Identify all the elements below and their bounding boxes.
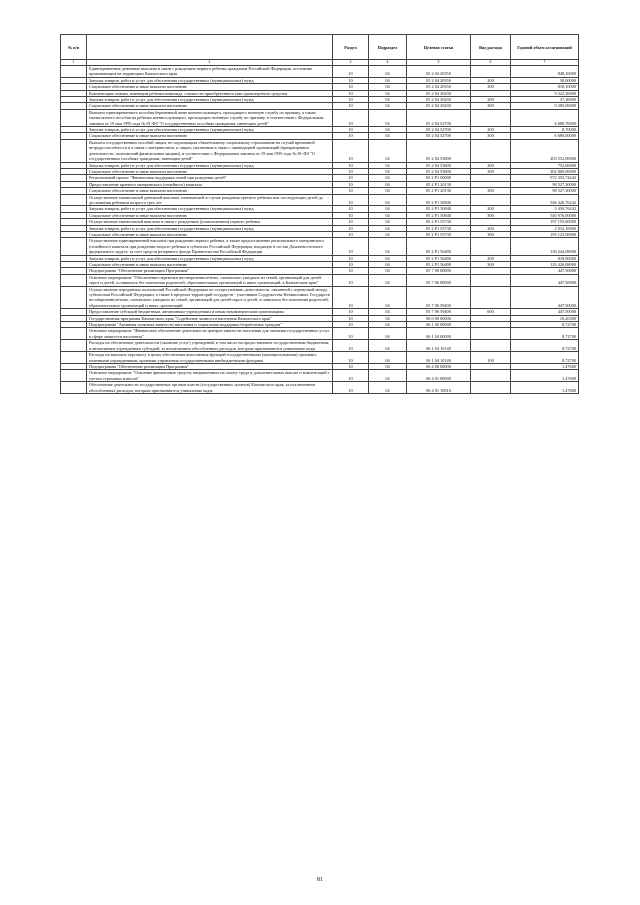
row-amount-cell: 447,50000 (511, 286, 579, 309)
row-name-cell: Обеспечение деятельности государственных органов власти (государственных органов) Камчатского края, за исключением обособленных расходов, которым присваиваются уникальные коды (87, 382, 333, 394)
row-amount-cell: 37,30000 (511, 97, 579, 103)
row-expense-cell (471, 66, 511, 78)
header-target: Целевая статья (407, 35, 471, 60)
row-amount-cell: 195 123,50000 (511, 231, 579, 237)
row-expense-cell: 600 (471, 309, 511, 315)
row-subsection-cell: 04 (369, 315, 407, 321)
row-subsection-cell: 04 (369, 109, 407, 126)
header-amount: Годовой объем ассигнований (511, 35, 579, 60)
header-name (87, 35, 333, 60)
table-header-row (61, 35, 579, 60)
row-expense-cell (471, 382, 511, 394)
row-expense-cell (471, 109, 511, 126)
row-subsection-cell: 04 (369, 309, 407, 315)
row-section-cell: 10 (333, 90, 369, 96)
row-num-cell (61, 328, 87, 340)
row-amount-cell: 546 426,76242 (511, 194, 579, 206)
row-name-cell: Расходы на выплаты персоналу в целях обеспечения выполнения функций государственными (муниципальными) органами, казенными учреждениями, органами управления государственными внебюджетными фондами (87, 352, 333, 364)
row-expense-cell: 200 (471, 206, 511, 212)
row-expense-cell (471, 139, 511, 162)
row-name-cell: Основное мероприятие "Финансовое обеспечение деятельности центров занятости населения для оказания государственных услуг в сфере занятости населения" (87, 328, 333, 340)
row-amount-cell: 848,10000 (511, 66, 579, 78)
col-number: 7 (511, 60, 579, 66)
row-expense-cell: 300 (471, 262, 511, 268)
row-num-cell (61, 352, 87, 364)
row-expense-cell: 300 (471, 84, 511, 90)
col-number: 2 (87, 60, 333, 66)
row-name-cell: Предоставление краевого материнского (семейного) капитала (87, 181, 333, 187)
row-subsection-cell: 04 (369, 188, 407, 194)
row-subsection-cell: 04 (369, 225, 407, 231)
row-target-cell: 05 2 P1 55730 (407, 231, 471, 237)
row-section-cell: 10 (333, 352, 369, 364)
row-name-cell: Государственная программа Камчатского края "Содействие занятости населения Камчатского края" (87, 315, 333, 321)
row-name-cell: Социальное обеспечение и иные выплаты населению (87, 168, 333, 174)
row-subsection-cell: 04 (369, 231, 407, 237)
row-subsection-cell: 04 (369, 340, 407, 352)
header-num: № п/п (61, 35, 87, 60)
row-section-cell: 10 (333, 286, 369, 309)
row-name-cell: Закупка товаров, работ и услуг для обеспечения государственных (муниципальных) нужд (87, 225, 333, 231)
row-section-cell: 10 (333, 188, 369, 194)
row-target-cell: 05 7 06 59400 (407, 309, 471, 315)
row-target-cell: 05 2 P1 20130 (407, 181, 471, 187)
row-target-cell: 05 7 06 59400 (407, 286, 471, 309)
row-section-cell: 10 (333, 168, 369, 174)
table-row (61, 274, 579, 286)
row-section-cell: 10 (333, 133, 369, 139)
row-section-cell: 10 (333, 66, 369, 78)
row-amount-cell: 130 244,08000 (511, 238, 579, 255)
row-num-cell (61, 382, 87, 394)
row-section-cell: 10 (333, 97, 369, 103)
table-row (61, 109, 579, 126)
row-target-cell: 05 2 P1 00000 (407, 175, 471, 181)
row-amount-cell: 752,00000 (511, 162, 579, 168)
row-amount-cell: 8,72700 (511, 328, 579, 340)
row-name-cell: Социальное обеспечение и иные выплаты населению (87, 103, 333, 109)
row-name-cell: Основное мероприятие "Освоение финансовых средств, направленных на оплату труда и дополнительных выплат и компенсаций с учетом страховых взносов" (87, 370, 333, 382)
row-target-cell: 05 2 04 52700 (407, 127, 471, 133)
header-subsection: Подраздел (369, 35, 407, 60)
row-target-cell: 05 2 04 20430 (407, 103, 471, 109)
row-name-cell: Выплата единовременного пособия беременной жене военнослужащего, проходящего военную службу по призыву, а также ежемесячного пособия на ребенка военнослужащего, проходящего военную службу по призыву, в соответствии с Федеральным законом от 19 мая 1995 года № 81-ФЗ "О государственных пособиях гражданам, имеющим детей" (87, 109, 333, 126)
row-target-cell: 05 2 P1 20130 (407, 188, 471, 194)
row-name-cell: Подпрограмма "Активная политика занятости населения и социальная поддержка безработных граждан" (87, 322, 333, 328)
row-amount-cell: 203 552,00000 (511, 139, 579, 162)
row-section-cell: 10 (333, 162, 369, 168)
row-num-cell (61, 109, 87, 126)
row-name-cell: Социальное обеспечение и иные выплаты населению (87, 133, 333, 139)
row-expense-cell (471, 328, 511, 340)
row-name-cell: Осуществление переданных полномочий Российской Федерации по осуществлению деятельности, связанной с перевозкой между субъектами Российской Федерации, а также в пределах территорий государств - участников Содружества Независимых Государств несовершеннолетних, самовольно ушедших из семей, организаций для детей-сирот и детей, оставшихся без попечения родителей, образовательных организаций и иных организаций (87, 286, 333, 309)
row-subsection-cell: 04 (369, 127, 407, 133)
row-target-cell: 05 2 P1 56400 (407, 262, 471, 268)
col-number: 5 (407, 60, 471, 66)
row-section-cell: 10 (333, 274, 369, 286)
table-row (61, 194, 579, 206)
row-target-cell: 05 2 04 20350 (407, 84, 471, 90)
row-amount-cell: 8,72700 (511, 340, 579, 352)
row-section-cell: 10 (333, 77, 369, 83)
table-row (61, 370, 579, 382)
col-number: 1 (61, 60, 87, 66)
table-row (61, 286, 579, 309)
row-section-cell: 10 (333, 194, 369, 206)
row-subsection-cell: 04 (369, 175, 407, 181)
row-section-cell: 10 (333, 84, 369, 90)
row-subsection-cell: 04 (369, 262, 407, 268)
row-target-cell: 06 1 04 00000 (407, 328, 471, 340)
row-subsection-cell: 04 (369, 168, 407, 174)
table-row (61, 352, 579, 364)
row-amount-cell: 197 155,60000 (511, 219, 579, 225)
row-expense-cell: 300 (471, 231, 511, 237)
row-expense-cell: 200 (471, 127, 511, 133)
row-section-cell: 10 (333, 139, 369, 162)
row-expense-cell: 200 (471, 77, 511, 83)
row-target-cell: 05 2 P1 56400 (407, 255, 471, 261)
row-target-cell: 06 1 00 00000 (407, 322, 471, 328)
row-expense-cell (471, 340, 511, 352)
row-expense-cell: 300 (471, 188, 511, 194)
row-amount-cell: 818,00000 (511, 255, 579, 261)
row-subsection-cell: 04 (369, 212, 407, 218)
row-num-cell (61, 194, 87, 206)
row-target-cell: 05 2 04 53800 (407, 168, 471, 174)
row-amount-cell: 9 322,30000 (511, 90, 579, 96)
row-section-cell: 10 (333, 363, 369, 369)
budget-table (60, 34, 579, 394)
row-name-cell: Осуществление единовременной выплаты при рождении первого ребенка, а также предоставление регионального материнского (семейного) капитала при рождении второго ребенка в субъектах Российской Федерации, входящих в состав Дальневосточного федерального округа, за счет средств резервного фонда Правительства Российской Федерации (87, 238, 333, 255)
row-subsection-cell: 04 (369, 162, 407, 168)
row-target-cell: 06 1 04 10140 (407, 340, 471, 352)
row-amount-cell: 1,47600 (511, 370, 579, 382)
row-num-cell (61, 139, 87, 162)
row-subsection-cell: 04 (369, 238, 407, 255)
row-target-cell: 06 0 00 00000 (407, 315, 471, 321)
row-name-cell: Закупка товаров, работ и услуг для обеспечения государственных (муниципальных) нужд (87, 77, 333, 83)
col-number: 4 (369, 60, 407, 66)
row-name-cell: Закупка товаров, работ и услуг для обеспечения государственных (муниципальных) нужд (87, 127, 333, 133)
row-name-cell: Региональный проект "Финансовая поддержка семей при рождении детей" (87, 175, 333, 181)
row-subsection-cell: 04 (369, 322, 407, 328)
row-name-cell: Осуществление ежемесячной выплаты в связи с рождением (усыновлением) первого ребенка (87, 219, 333, 225)
row-expense-cell: 300 (471, 133, 511, 139)
row-name-cell: Осуществление ежемесячной денежной выплаты, назначаемой в случае рождения третьего ребенка или последующих детей до достижения ребенком возраста трех лет (87, 194, 333, 206)
row-name-cell: Выплата государственных пособий лицам, не подлежащим обязательному социальному страхованию на случай временной нетрудоспособности и в связи с материнством, и лицам, уволенным в связи с ликвидацией организаций (прекращением деятельности, полномочий физическими лицами), в соответствии с Федеральным законом от 19 мая 1995 года № 81-ФЗ "О государственных пособиях гражданам, имеющим детей" (87, 139, 333, 162)
row-target-cell: 06 4 00 00000 (407, 363, 471, 369)
row-amount-cell: 8,70000 (511, 127, 579, 133)
row-target-cell: 05 2 P1 56400 (407, 238, 471, 255)
row-num-cell (61, 66, 87, 78)
row-target-cell: 05 7 00 00000 (407, 268, 471, 274)
row-subsection-cell: 04 (369, 77, 407, 83)
row-name-cell: Единовременные денежные выплаты в связи с рождением первого ребенка гражданам Российской Федерации, постоянно проживающим на территории Камчатского края (87, 66, 333, 78)
row-target-cell: 05 2 04 53800 (407, 162, 471, 168)
row-section-cell: 10 (333, 181, 369, 187)
header-section: Раздел (333, 35, 369, 60)
row-target-cell: 05 2 P1 55730 (407, 225, 471, 231)
row-section-cell: 10 (333, 309, 369, 315)
row-target-cell: 05 2 04 52700 (407, 133, 471, 139)
row-amount-cell: 2 032,10000 (511, 225, 579, 231)
row-target-cell: 05 7 06 00000 (407, 274, 471, 286)
row-amount-cell: 10,20300 (511, 315, 579, 321)
table-row (61, 382, 579, 394)
row-subsection-cell: 04 (369, 274, 407, 286)
row-amount-cell: 818,10000 (511, 84, 579, 90)
row-section-cell: 10 (333, 255, 369, 261)
row-section-cell: 10 (333, 328, 369, 340)
row-amount-cell: 8,72700 (511, 322, 579, 328)
row-expense-cell (471, 370, 511, 382)
row-target-cell: 05 2 04 52700 (407, 109, 471, 126)
row-subsection-cell: 04 (369, 133, 407, 139)
row-amount-cell: 6 688,70000 (511, 109, 579, 126)
row-target-cell: 05 2 04 53800 (407, 139, 471, 162)
row-subsection-cell: 04 (369, 181, 407, 187)
row-amount-cell: 1,47600 (511, 382, 579, 394)
row-num-cell (61, 340, 87, 352)
row-amount-cell: 5 450,76242 (511, 206, 579, 212)
row-target-cell: 06 4 01 00000 (407, 370, 471, 382)
row-expense-cell: 300 (471, 168, 511, 174)
budget-sheet (60, 34, 578, 394)
row-num-cell (61, 370, 87, 382)
row-expense-cell: 200 (471, 225, 511, 231)
row-target-cell: 05 2 04 20430 (407, 90, 471, 96)
row-section-cell: 10 (333, 322, 369, 328)
row-amount-cell: 202 800,00000 (511, 168, 579, 174)
row-subsection-cell: 04 (369, 286, 407, 309)
row-section-cell: 10 (333, 238, 369, 255)
row-subsection-cell: 04 (369, 90, 407, 96)
row-amount-cell: 540 976,00000 (511, 212, 579, 218)
row-amount-cell: 98 527,30000 (511, 188, 579, 194)
row-subsection-cell: 04 (369, 255, 407, 261)
row-subsection-cell: 04 (369, 352, 407, 364)
row-expense-cell: 200 (471, 97, 511, 103)
row-subsection-cell: 04 (369, 194, 407, 206)
row-amount-cell: 129 426,08000 (511, 262, 579, 268)
row-target-cell: 06 4 01 10010 (407, 382, 471, 394)
row-name-cell: Социальное обеспечение и иные выплаты населению (87, 84, 333, 90)
row-section-cell: 10 (333, 206, 369, 212)
row-subsection-cell: 04 (369, 66, 407, 78)
row-name-cell: Социальное обеспечение и иные выплаты населению (87, 262, 333, 268)
row-expense-cell: 200 (471, 162, 511, 168)
row-name-cell: Основное мероприятие "Обеспечение перевозки несовершеннолетних, самовольно ушедших из семей, организаций для детей-сирот и детей, оставшихся без попечения родителей, образовательных организаций и иных организаций, в Камчатском крае" (87, 274, 333, 286)
row-name-cell: Расходы на обеспечение деятельности (оказание услуг) учреждений, в том числе на предоставление государственным бюджетным и автономным учреждениям субсидий, за исключением обособленных расходов, которым присваиваются уникальные коды (87, 340, 333, 352)
row-subsection-cell: 04 (369, 268, 407, 274)
row-name-cell: Закупка товаров, работ и услуг для обеспечения государственных (муниципальных) нужд (87, 255, 333, 261)
row-expense-cell (471, 286, 511, 309)
row-subsection-cell: 04 (369, 382, 407, 394)
table-row (61, 66, 579, 78)
row-amount-cell: 447,50000 (511, 274, 579, 286)
row-target-cell: 05 2 P1 50840 (407, 212, 471, 218)
row-section-cell: 10 (333, 175, 369, 181)
row-amount-cell: 98 527,30000 (511, 181, 579, 187)
row-amount-cell: 972 353,74242 (511, 175, 579, 181)
row-section-cell: 10 (333, 219, 369, 225)
row-subsection-cell: 04 (369, 328, 407, 340)
row-expense-cell: 300 (471, 103, 511, 109)
row-amount-cell: 8,72700 (511, 352, 579, 364)
row-section-cell: 10 (333, 103, 369, 109)
page-number: 81 (317, 877, 323, 883)
row-subsection-cell: 04 (369, 103, 407, 109)
row-section-cell: 10 (333, 225, 369, 231)
table-row (61, 340, 579, 352)
row-expense-cell (471, 194, 511, 206)
row-expense-cell (471, 274, 511, 286)
row-subsection-cell: 04 (369, 206, 407, 212)
header-expense: Вид расхода (471, 35, 511, 60)
row-section-cell: 10 (333, 340, 369, 352)
row-target-cell: 05 2 04 20350 (407, 77, 471, 83)
table-row (61, 328, 579, 340)
row-amount-cell: 6 680,00000 (511, 133, 579, 139)
row-target-cell: 05 2 04 20350 (407, 66, 471, 78)
row-section-cell: 10 (333, 370, 369, 382)
row-name-cell: Предоставление субсидий бюджетным, автономным учреждениям и иным некоммерческим организациям (87, 309, 333, 315)
row-section-cell: 10 (333, 268, 369, 274)
row-amount-cell: 30,00000 (511, 77, 579, 83)
row-target-cell: 05 2 04 20430 (407, 97, 471, 103)
table-body (61, 66, 579, 394)
row-subsection-cell: 04 (369, 363, 407, 369)
row-target-cell: 06 1 04 10140 (407, 352, 471, 364)
row-name-cell: Подпрограмма "Обеспечение реализации Программы" (87, 363, 333, 369)
row-amount-cell: 9 285,00000 (511, 103, 579, 109)
col-number: 3 (333, 60, 369, 66)
row-name-cell: Закупка товаров, работ и услуг для обеспечения государственных (муниципальных) нужд (87, 97, 333, 103)
table-row (61, 139, 579, 162)
row-section-cell: 10 (333, 382, 369, 394)
row-section-cell: 10 (333, 262, 369, 268)
row-expense-cell: 200 (471, 255, 511, 261)
row-target-cell: 05 2 P1 50840 (407, 206, 471, 212)
row-name-cell: Подпрограмма "Обеспечение реализации Программы" (87, 268, 333, 274)
row-section-cell: 10 (333, 127, 369, 133)
row-subsection-cell: 04 (369, 370, 407, 382)
row-section-cell: 10 (333, 109, 369, 126)
row-name-cell: Социальное обеспечение и иные выплаты населению (87, 188, 333, 194)
table-row (61, 238, 579, 255)
row-expense-cell: 100 (471, 352, 511, 364)
row-name-cell: Компенсация семьям, имеющим ребенка-инвалида, стоимости приобретенного ими транспортного средства (87, 90, 333, 96)
row-name-cell: Социальное обеспечение и иные выплаты населению (87, 231, 333, 237)
col-number: 6 (471, 60, 511, 66)
row-section-cell: 10 (333, 231, 369, 237)
row-num-cell (61, 274, 87, 286)
row-subsection-cell: 04 (369, 84, 407, 90)
row-num-cell (61, 286, 87, 309)
row-expense-cell: 300 (471, 212, 511, 218)
row-name-cell: Социальное обеспечение и иные выплаты населению (87, 212, 333, 218)
row-subsection-cell: 04 (369, 139, 407, 162)
row-name-cell: Закупка товаров, работ и услуг для обеспечения государственных (муниципальных) нужд (87, 162, 333, 168)
row-section-cell: 10 (333, 315, 369, 321)
row-name-cell: Закупка товаров, работ и услуг для обеспечения государственных (муниципальных) нужд (87, 206, 333, 212)
row-subsection-cell: 04 (369, 97, 407, 103)
row-subsection-cell: 04 (369, 219, 407, 225)
row-target-cell: 05 2 P1 55730 (407, 219, 471, 225)
row-amount-cell: 447,50000 (511, 268, 579, 274)
row-target-cell: 05 2 P1 50840 (407, 194, 471, 206)
row-section-cell: 10 (333, 212, 369, 218)
row-num-cell (61, 238, 87, 255)
row-amount-cell: 1,47600 (511, 363, 579, 369)
row-amount-cell: 447,50000 (511, 309, 579, 315)
row-expense-cell (471, 238, 511, 255)
